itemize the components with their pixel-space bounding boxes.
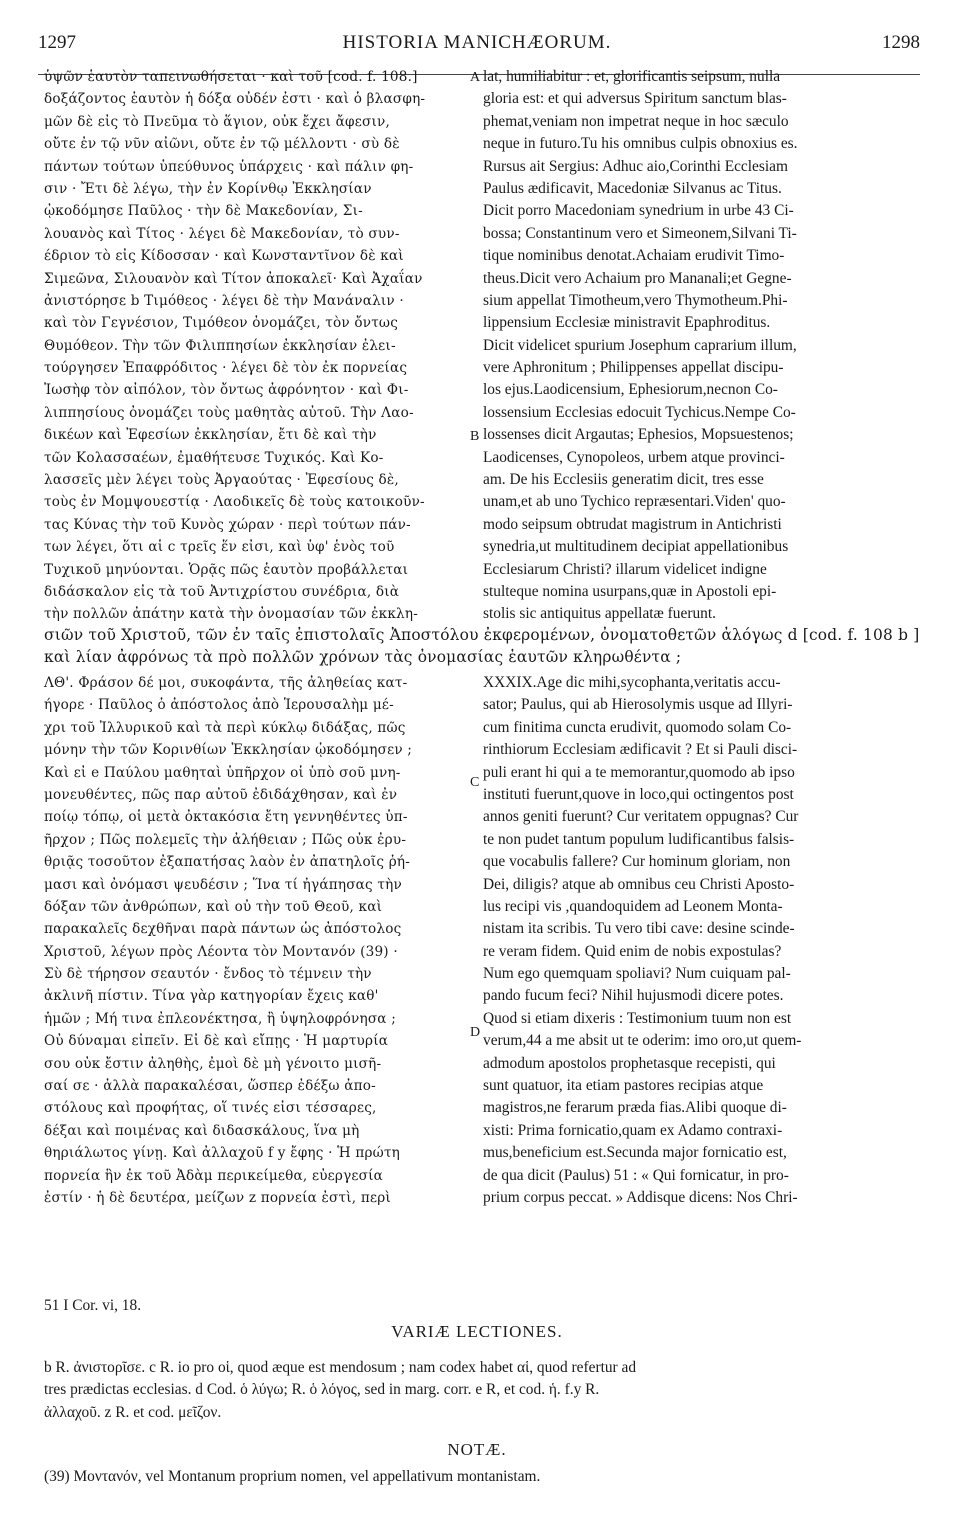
latin-text-line: de qua dicit (Paulus) 51 : « Qui fornicatur, in pro-: [483, 1166, 789, 1184]
greek-text-line: Τυχικοῦ μηνύονται. Ὁρᾷς πῶς ἑαυτὸν προβάλλεται: [44, 561, 409, 578]
latin-text-line: sunt quatuor, ita etiam pastores recipias atque: [483, 1077, 764, 1095]
latin-text-line: Ecclesiarum Christi? illarum videlicet indigne: [483, 560, 767, 578]
running-title: HISTORIA MANICHÆORUM.: [342, 32, 612, 53]
greek-text-line: λουανὸς καὶ Τίτος · λέγει δὲ Μακεδονίαν, τὸ συν-: [44, 225, 400, 242]
greek-text-line: ἡμῶν ; Μή τινα ἐπλεονέκτησα, ἢ ὑψηλοφρόνησα ;: [44, 1010, 396, 1027]
greek-text-line: λασσεῖς μὲν λέγει τοὺς Ἀργαούτας · Ἐφεσίους δὲ,: [44, 472, 399, 489]
greek-text-line: τοὺς ἐν Μομψουεστίᾳ · Λαοδικεῖς δὲ τοὺς κατοικοῦν-: [44, 494, 425, 511]
latin-text-line: am. De his Ecclesiis generatim dicit, tres esse: [483, 471, 764, 489]
variae-line: b R. ἀνιστορῖσε. c R. io pro οἱ, quod æque est mendosum ; nam codex habet αἱ, quod refertur ad: [44, 1359, 637, 1376]
latin-text-line: lat, humiliabitur : et, glorificantis seipsum, nulla: [483, 68, 781, 85]
latin-text-line: synedria,ut multitudinem decipiat appellationibus: [483, 538, 789, 556]
margin-letter-c: C: [470, 775, 480, 790]
greek-text-line: Σιμεῶνα, Σιλουανὸν καὶ Τίτον ἀποκαλεῖ· Καὶ Ἀχαΐαν: [44, 270, 423, 287]
greek-text-line: δόξαν τῶν ἀνθρώπων, καὶ οὐ τὴν τοῦ Θεοῦ, καὶ: [44, 898, 383, 915]
greek-text-line: Χριστοῦ, λέγων πρὸς Λέοντα τὸν Μοντανόν (39) ·: [44, 943, 398, 960]
latin-text-line: cum finitima cuncta erudivit, quomodo solam Co-: [483, 718, 792, 736]
greek-text-line: τούργησεν Ἐπαφρόδιτος · λέγει δὲ τὸν ἐκ πορνείας: [44, 360, 408, 377]
latin-text-line: modo seipsum obtrudat magistrum in Antichristi: [483, 515, 782, 533]
latin-text-line: lus recipi vis ,quandoquidem ad Leonem Monta-: [483, 897, 783, 915]
greek-text-line: θηριάλωτος γίνῃ. Καὶ ἀλλαχοῦ f y ἔφης · Ἡ πρώτη: [44, 1145, 401, 1162]
variae-line: ἀλλαχοῦ. z R. et cod. μεῖζον.: [44, 1403, 222, 1421]
latin-column-bottom: [483, 672, 915, 1209]
latin-text-line: vere Aphronitum ; Philippenses appellat discipu-: [483, 359, 784, 377]
latin-text-line: instituti fuerunt,quove in loco,qui octingentos post: [483, 785, 794, 803]
greek-text-line: καὶ τὸν Γεγνέσιον, Τιμόθεον ὀνομάζει, τὸν ὄντως: [44, 315, 399, 332]
greek-text-line: ήγορε · Παῦλος ὁ ἀπόστολος ἀπὸ Ἱερουσαλὴμ μέ-: [44, 697, 394, 714]
greek-text-line: ᾠκοδόμησε Παῦλος · τὴν δὲ Μακεδονίαν, Σι-: [44, 203, 363, 220]
latin-text-line: Dicit videlicet spurium Josephum caprarium illum,: [483, 336, 797, 354]
greek-text-line: έδριον τὸ εἰς Κίδοσσαν · καὶ Κωνσταντῖνον δὲ καὶ: [44, 248, 404, 265]
greek-text-line: στόλους καὶ προφήτας, οἵ τινές εἰσι τέσσαρες,: [44, 1100, 377, 1117]
full-width-line-1: σιῶν τοῦ Χριστοῦ, τῶν ἐν ταῖς ἐπιστολαῖς Ἀποστόλου ἐκφερομένων, ὀνοματοθετῶν ἀλόγως d [cod. f. 108 b ]: [44, 626, 920, 644]
latin-text-line: sium appellat Timotheum,vero Thymotheum.Phi-: [483, 291, 788, 309]
greek-text-line: πάντων τούτων ὑπεύθυνος ὑπάρχεις · καὶ πάλιν φη-: [44, 158, 414, 175]
greek-text-line: θριᾷς τοσοῦτον ἐξαπατήσας λαὸν ἐν ἀπατηλοῖς ῥή-: [44, 854, 411, 871]
greek-text-line: μασι καὶ ὀνόμασι ψευδέσιν ; Ἵνα τί ἠγάπησας τὴν: [44, 876, 402, 893]
greek-text-line: μόνην τὴν τῶν Κορινθίων Ἐκκλησίαν ᾠκοδόμησεν ;: [44, 742, 413, 759]
greek-text-line: σαί σε · ἀλλὰ παρακαλέσαι, ὥσπερ ἐδέξω ἀπο-: [44, 1078, 376, 1095]
greek-text-line: ποίῳ τόπῳ, οἱ μετὰ ὀκτακόσια ἔτη γεννηθέντες ὑπ-: [44, 809, 408, 826]
latin-text-line: tique nominibus denotat.Achaiam erudivit Timo-: [483, 247, 785, 265]
page-header: [0, 14, 954, 62]
latin-text-line: neque in futuro.Tu his omnibus culpis obnoxius es.: [483, 135, 798, 153]
latin-text-line: magistros,ne ferarum præda fias.Alibi quoque di-: [483, 1099, 787, 1117]
latin-text-line: mus,beneficium est.Secunda major fornicatio est,: [483, 1144, 787, 1162]
latin-text-line: lossenses dicit Argautas; Ephesios, Mopsuestenos;: [483, 426, 794, 444]
greek-text-line: διδάσκαλον εἰς τὰ τοῦ Ἀντιχρίστου συνέδρια, διὰ: [44, 583, 400, 600]
greek-text-line: των λέγει, ὅτι αἱ c τρεῖς ἕν εἰσι, καὶ ὑφ' ἑνὸς τοῦ: [44, 539, 395, 556]
greek-text-line: ἀνιστόρησε b Τιμόθεος · λέγει δὲ τὴν Μανάναλιν ·: [44, 292, 404, 309]
latin-text-line: puli erant hi qui a te memorantur,quomodo ab ipso: [483, 763, 795, 781]
greek-text-line: Οὐ δύναμαι εἰπεῖν. Εἰ δὲ καὶ εἴπῃς · Ἡ μαρτυρία: [44, 1033, 389, 1050]
margin-letter-a: A: [470, 70, 481, 85]
latin-text-line: phemat,veniam non impetrat neque in hoc sæculo: [483, 112, 789, 130]
notae-text: (39) Μοντανόν, vel Montanum proprium nomen, vel appellativum montanistam.: [44, 1468, 541, 1485]
greek-text-line: δικέων καὶ Ἐφεσίων ἐκκλησίαν, ἔτι δὲ καὶ τὴν: [44, 427, 377, 444]
latin-text-line: Laodicenses, Cynopoleos, urbem atque provinci-: [483, 448, 785, 466]
greek-text-line: ΛΘ'. Φράσον δέ μοι, συκοφάντα, τῆς ἀληθείας κατ-: [44, 675, 408, 691]
latin-column-top: [483, 66, 915, 626]
full-width-line-2: καὶ λίαν ἀφρόνως τὰ πρὸ πολλῶν χρόνων τὰς ὀνομασίας ἑαυτῶν κληρωθέντα ;: [44, 648, 682, 666]
greek-text-line: ῆρχον ; Πῶς πολεμεῖς τὴν ἀλήθειαν ; Πῶς οὐκ ἐρυ-: [44, 831, 407, 848]
latin-text-line: lossensium Ecclesias edocuit Tychicus.Nempe Co-: [483, 403, 796, 421]
notae-heading: NOTÆ.: [447, 1440, 507, 1459]
greek-text-line: χρι τοῦ Ἰλλυρικοῦ καὶ τὰ περὶ κύκλῳ διδάξας, πῶς: [44, 719, 406, 736]
page-number-left: 1297: [38, 32, 76, 53]
greek-text-line: Θυμόθεον. Τὴν τῶν Φιλιππησίων ἐκκλησίαν ἐλει-: [44, 337, 396, 354]
greek-text-line: τῶν Κολασσαέων, ἐμαθήτευσε Τυχικός. Καὶ Κο-: [44, 449, 384, 466]
latin-text-line: stulteque nomina usurpans,quæ in Apostoli epi-: [483, 582, 777, 600]
greek-text-line: Ἰωσὴφ τὸν αἰπόλον, τὸν ὄντως ἀφρόνητον · καὶ Φι-: [44, 382, 409, 399]
latin-text-line: Rursus ait Sergius: Adhuc aio,Corinthi Ecclesiam: [483, 157, 788, 175]
greek-text-line: οὔτε ἐν τῷ νῦν αἰῶνι, οὔτε ἐν τῷ μέλλοντι · σὺ δὲ: [44, 136, 400, 153]
latin-text-line: pando fucum feci? Nihil hujusmodi dicere potes.: [483, 987, 784, 1005]
latin-text-line: que vocabulis fallere? Cur hominum gloriam, non: [483, 853, 791, 871]
latin-text-line: bossa; Constantinum vero et Simeonem,Silvani Ti-: [483, 224, 797, 242]
latin-text-line: theus.Dicit vero Achaium pro Mananali;et Gegne-: [483, 269, 792, 287]
greek-text-line: σιν · Ἔτι δὲ λέγω, τὴν ἐν Κορίνθῳ Ἐκκλησίαν: [44, 180, 372, 197]
greek-text-line: δοξάζοντος ἑαυτὸν ἡ δόξα οὐδέν ἐστι · καὶ ὁ βλασφη-: [44, 91, 426, 108]
latin-text-line: xisti: Prima fornicatio,quam ex Adamo contraxi-: [483, 1121, 783, 1139]
latin-text-line: Paulus ædificavit, Macedoniæ Silvanus ac Titus.: [483, 179, 782, 197]
latin-text-line: rinthiorum Ecclesiam ædificavit ? Et si Pauli disci-: [483, 741, 798, 759]
greek-column-bottom: [44, 672, 469, 1209]
latin-text-line: prium corpus peccat. » Addisque dicens: Nos Chri-: [483, 1188, 798, 1206]
greek-text-line: σου οὐκ ἔστιν ἀληθὴς, ἐμοὶ δὲ μὴ γένοιτο μισῆ-: [44, 1055, 382, 1072]
variae-lectiones: [44, 1357, 916, 1424]
latin-text-line: XXXIX.Age dic mihi,sycophanta,veritatis accu-: [483, 674, 781, 691]
variae-heading: VARIÆ LECTIONES.: [391, 1322, 563, 1341]
latin-text-line: nistam ita scribis. Tu vero tibi cave: desine scinde-: [483, 920, 795, 938]
variae-line: tres prædictas ecclesias. d Cod. ὁ λύγω; R. ὁ λόγος, sed in marg. corr. e R, et cod. ἡ. f.y R.: [44, 1381, 600, 1399]
greek-column-top: [44, 66, 469, 626]
latin-text-line: annos geniti fuerunt? Cur veritatem oppugnas? Cur: [483, 808, 799, 826]
latin-text-line: te non pudet tantum populum ludificantibus falsis-: [483, 830, 795, 848]
latin-text-line: gloria est: et qui adversus Spiritum sanctum blas-: [483, 90, 787, 108]
latin-text-line: Quod si etiam dixeris : Testimonium tuum non est: [483, 1009, 792, 1027]
latin-text-line: unam,et ab uno Tychico repræsentari.Viden' quo-: [483, 493, 786, 511]
latin-text-line: los ejus.Laodicensium, Ephesiorum,necnon Co-: [483, 381, 778, 399]
margin-letter-b: B: [470, 429, 480, 444]
page-number-right: 1298: [882, 32, 920, 53]
greek-text-line: ὑψῶν ἑαυτὸν ταπεινωθήσεται · καὶ τοῦ [cod. f. 108.]: [44, 69, 418, 85]
latin-text-line: admodum apostolos prophetasque recepisti, qui: [483, 1054, 776, 1072]
greek-text-line: Καὶ εἰ e Παύλου μαθηταὶ ὑπῆρχον οἱ ὑπὸ σοῦ μνη-: [44, 764, 401, 781]
greek-text-line: δέξαι καὶ ποιμένας καὶ διδασκάλους, ἵνα μὴ: [44, 1122, 360, 1139]
greek-text-line: τὴν πολλῶν ἀπάτην κατὰ τὴν ὀνομασίαν τῶν ἐκκλη-: [44, 606, 419, 623]
latin-text-line: lippensium Ecclesiæ ministravit Epaphroditus.: [483, 314, 771, 332]
latin-text-line: sator; Paulus, qui ab Hierosolymis usque ad Illyri-: [483, 696, 793, 714]
latin-text-line: re veram fidem. Quid enim de nobis expostulas?: [483, 942, 782, 960]
greek-text-line: πορνεία ἣν ἐκ τοῦ Ἀδὰμ περικείμεθα, εὐεργεσία: [44, 1167, 384, 1184]
greek-text-line: ἐστίν · ἡ δὲ δευτέρα, μείζων z πορνεία ἐστὶ, περὶ: [44, 1189, 391, 1206]
latin-text-line: Dei, diligis? atque ab omnibus ceu Christi Aposto-: [483, 875, 795, 893]
greek-text-line: ἀκλινῆ πίστιν. Τίνα γὰρ κατηγορίαν ἔχεις καθ': [44, 988, 379, 1005]
greek-text-line: μῶν δὲ εἰς τὸ Πνεῦμα τὸ ἅγιον, οὐκ ἔχει ἄφεσιν,: [44, 113, 390, 130]
margin-letter-d: D: [470, 1025, 481, 1040]
greek-text-line: μονευθέντες, πῶς παρ αὐτοῦ ἐδιδάχθησαν, καὶ ἐν: [44, 786, 398, 803]
latin-text-line: Dicit porro Macedoniam synedrium in urbe 43 Ci-: [483, 202, 794, 220]
greek-text-line: παρακαλεῖς δεχθῆναι παρὰ πάντων ὡς ἀπόστολος: [44, 921, 402, 938]
greek-text-line: τας Κύνας τὴν τοῦ Κυνὸς χώραν · περὶ τούτων πάν-: [44, 516, 411, 533]
latin-text-line: verum,44 a me absit ut te oderim: imo oro,ut quem-: [483, 1032, 802, 1050]
greek-text-line: Σὺ δὲ τήρησον σεαυτόν · ἔνδος τὸ τέμνειν τὴν: [44, 966, 372, 983]
footnote-51: 51 I Cor. vi, 18.: [44, 1297, 142, 1314]
latin-text-line: Num ego quemquam spoliavi? Num cuiquam pal-: [483, 965, 791, 983]
latin-text-line: stolis sic antiquitus appellatæ fuerunt.: [483, 605, 716, 623]
greek-text-line: λιππησίους ὀνομάζει τοὺς μαθητὰς αὐτοῦ. Τὴν Λαο-: [44, 404, 414, 421]
